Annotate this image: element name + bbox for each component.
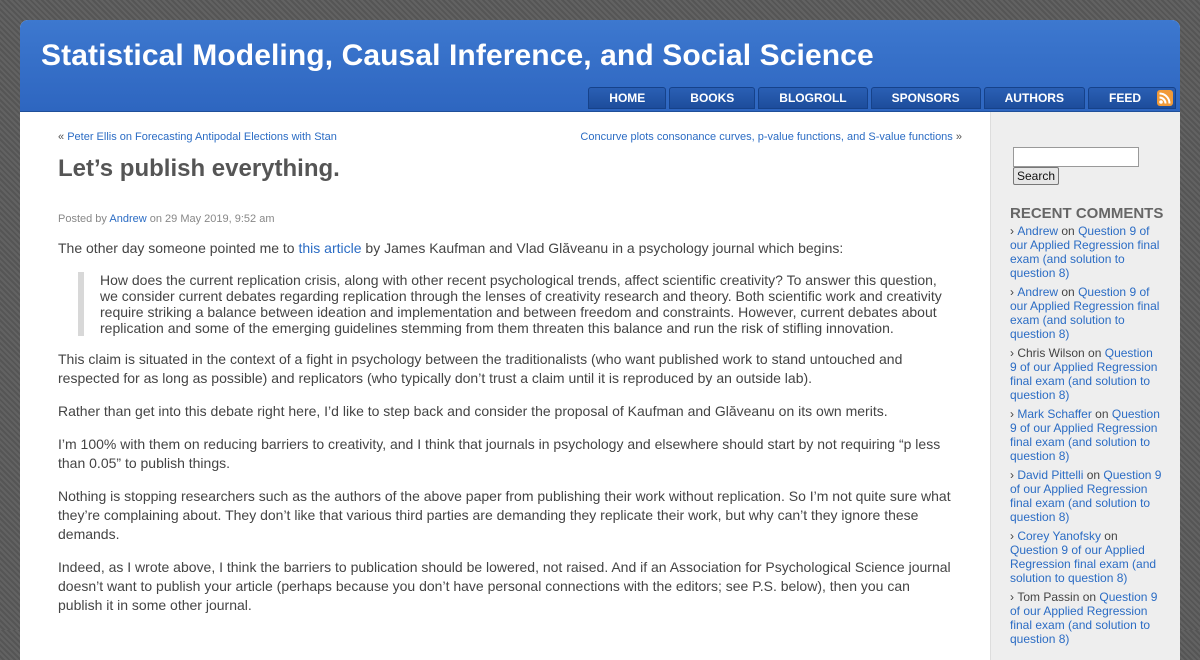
comment-on: on bbox=[1086, 468, 1101, 482]
main-nav bbox=[585, 87, 1176, 109]
comment-item bbox=[1010, 346, 1162, 402]
post-meta bbox=[58, 213, 274, 225]
comment-post-link[interactable]: Question 9 of our Applied Regression final exam (and solution to question 8) bbox=[1010, 468, 1162, 524]
comment-post-link[interactable]: Question 9 of our Applied Regression final exam (and solution to question 8) bbox=[1010, 346, 1158, 402]
comment-post-link[interactable]: Question 9 of our Applied Regression final exam (and solution to question 8) bbox=[1010, 224, 1160, 280]
recent-comments-title: RECENT COMMENTS bbox=[1010, 205, 1164, 222]
site-header bbox=[20, 20, 1180, 112]
prev-post bbox=[58, 131, 337, 143]
site-title[interactable]: Statistical Modeling, Causal Inference, and Social Science bbox=[41, 39, 874, 72]
comment-post-link[interactable]: Question 9 of our Applied Regression final exam (and solution to question 8) bbox=[1010, 285, 1160, 341]
paragraph-intro bbox=[58, 239, 953, 258]
author-link[interactable]: Andrew bbox=[109, 213, 147, 225]
comment-item bbox=[1010, 224, 1162, 280]
search-input[interactable] bbox=[1013, 147, 1139, 167]
meta-date: on 29 May 2019, 9:52 am bbox=[149, 213, 275, 225]
next-post bbox=[580, 131, 962, 143]
prev-post-link[interactable]: Peter Ellis on Forecasting Antipodal Elections with Stan bbox=[67, 131, 337, 143]
comment-item bbox=[1010, 529, 1162, 585]
abstract-quote: How does the current replication crisis, along with other recent psychological trends, affect scientific creativity? To answer this question, we consider current debates regarding replication through the lenses of creativity research and theory. Both scientific work and creativity require striking a balance between ideation and implementation and between freedom and constraints. However, current debates about replication and some of the emerging guidelines stemming from them threaten this balance and run the risk of stifling innovation. bbox=[78, 272, 953, 336]
post-title[interactable]: Let’s publish everything. bbox=[58, 155, 340, 182]
comment-author[interactable]: David Pittelli bbox=[1017, 468, 1084, 482]
nav-blogroll[interactable]: BLOGROLL bbox=[758, 87, 867, 109]
comment-author: Chris Wilson bbox=[1017, 346, 1085, 360]
comment-item bbox=[1010, 590, 1162, 646]
paragraph: This claim is situated in the context of a fight in psychology between the traditionalists (who want published work to stand untouched and respected for as long as possible) and replicators (who typically don’t trust a claim until it is reproduced by an outside lab). bbox=[58, 351, 903, 386]
nav-feed-label: FEED bbox=[1108, 91, 1141, 105]
page bbox=[20, 20, 1180, 660]
paragraph: I’m 100% with them on reducing barriers to creativity, and I think that journals in psychology and elsewhere should start by not requiring “p less than 0.05” to publish things. bbox=[58, 436, 941, 471]
comment-on: on bbox=[1082, 590, 1097, 604]
comment-post-link[interactable]: Question 9 of our Applied Regression final exam (and solution to question 8) bbox=[1010, 590, 1158, 646]
paragraph: Nothing is stopping researchers such as the authors of the above paper from publishing their work without replication. So I’m not quite sure what they’re complaining about. They don’t like that various third parties are demanding they replicate their work, but why can’t they ignore these demands. bbox=[58, 488, 951, 542]
comment-on: on bbox=[1061, 224, 1075, 238]
comment-post-link[interactable]: Question 9 of our Applied Regression final exam (and solution to question 8) bbox=[1010, 407, 1160, 463]
recent-comments-list bbox=[1010, 224, 1162, 651]
main-content bbox=[20, 112, 990, 660]
comment-author: Tom Passin bbox=[1017, 590, 1080, 604]
nav-books[interactable]: BOOKS bbox=[669, 87, 755, 109]
paragraph: Indeed, as I wrote above, I think the barriers to publication should be lowered, not raised. And if an Association for Psychological Science journal doesn’t want to publish your article (perhaps because you don’t have personal connections with the editors; see P.S. below), then you can publish it in some other journal. bbox=[58, 559, 951, 613]
nav-home[interactable]: HOME bbox=[588, 87, 666, 109]
intro-text-before: The other day someone pointed me to bbox=[58, 240, 295, 256]
next-arrow: » bbox=[955, 131, 962, 143]
comment-author[interactable]: Corey Yanofsky bbox=[1017, 529, 1101, 543]
comment-on: on bbox=[1104, 529, 1118, 543]
comment-post-link[interactable]: Question 9 of our Applied Regression final exam (and solution to question 8) bbox=[1010, 543, 1157, 585]
rss-icon[interactable] bbox=[1157, 90, 1173, 106]
comment-item bbox=[1010, 407, 1162, 463]
comment-author[interactable]: Andrew bbox=[1017, 285, 1059, 299]
nav-sponsors[interactable]: SPONSORS bbox=[871, 87, 981, 109]
post-body bbox=[58, 239, 953, 629]
nav-authors[interactable]: AUTHORS bbox=[984, 87, 1085, 109]
comment-item bbox=[1010, 285, 1162, 341]
comment-author[interactable]: Mark Schaffer bbox=[1017, 407, 1092, 421]
nav-feed[interactable] bbox=[1088, 87, 1176, 109]
comment-on: on bbox=[1061, 285, 1075, 299]
prev-arrow: « bbox=[58, 131, 65, 143]
sidebar bbox=[990, 112, 1180, 660]
paragraph: Rather than get into this debate right here, I’d like to step back and consider the proposal of Kaufman and Glăveanu on its own merits. bbox=[58, 403, 888, 419]
comment-on: on bbox=[1095, 407, 1109, 421]
comment-author[interactable]: Andrew bbox=[1017, 224, 1059, 238]
comment-on: on bbox=[1088, 346, 1102, 360]
meta-prefix: Posted by bbox=[58, 213, 107, 225]
article-link[interactable]: this article bbox=[298, 240, 362, 256]
comment-item bbox=[1010, 468, 1162, 524]
next-post-link[interactable]: Concurve plots consonance curves, p-value functions, and S-value functions bbox=[580, 131, 953, 143]
intro-text-after: by James Kaufman and Vlad Glăveanu in a psychology journal which begins: bbox=[365, 240, 844, 256]
search-button[interactable]: Search bbox=[1013, 167, 1059, 185]
